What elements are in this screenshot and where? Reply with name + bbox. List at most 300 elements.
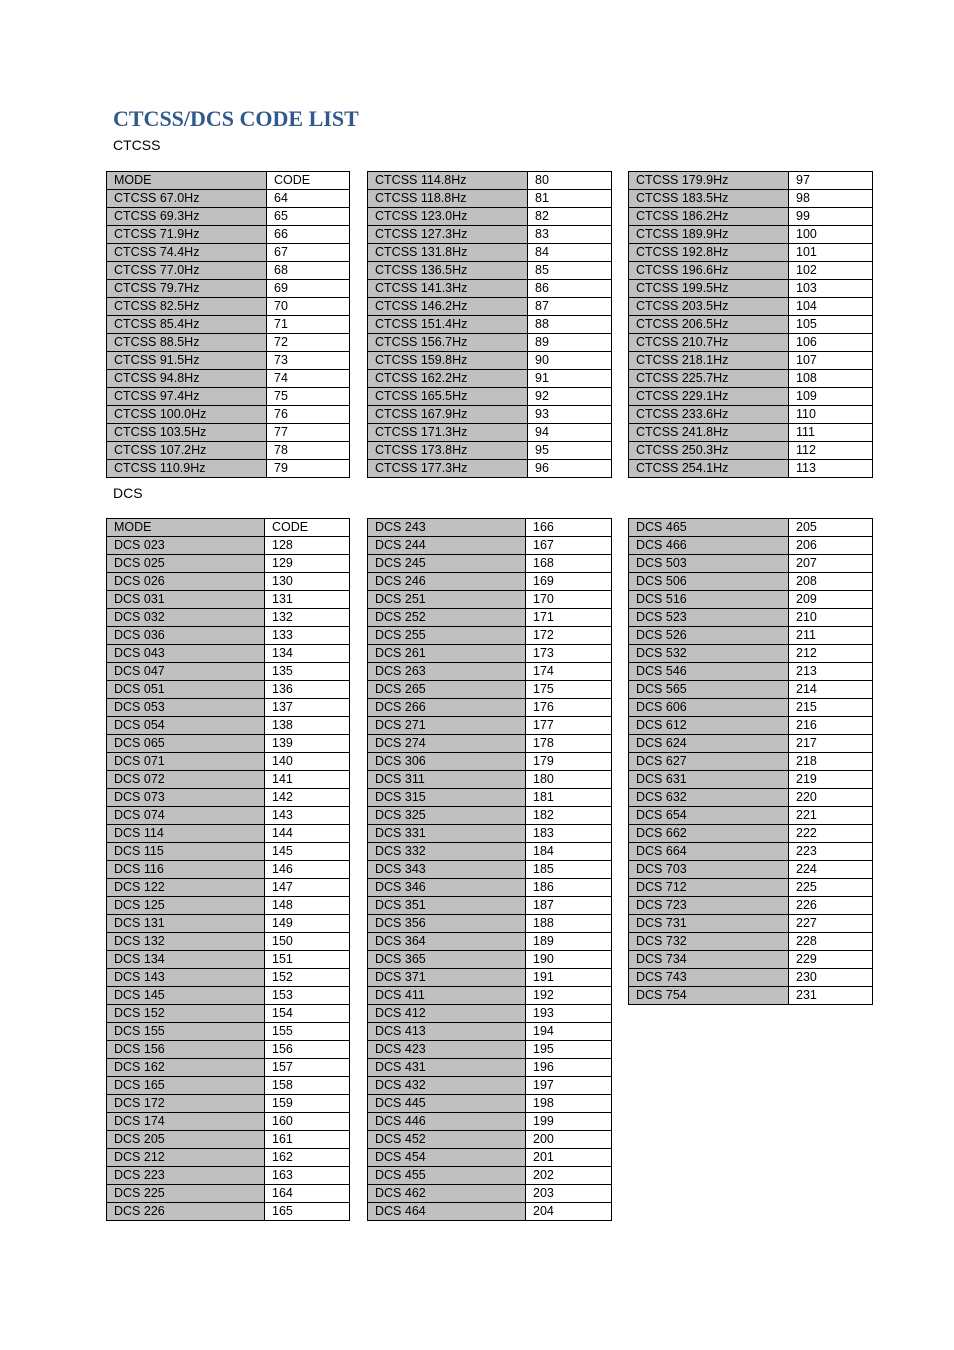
mode-cell: CTCSS 151.4Hz (368, 316, 528, 334)
table-row (107, 190, 350, 208)
table-row (368, 460, 612, 478)
table-row (368, 190, 612, 208)
table-row (107, 352, 350, 370)
mode-cell: DCS 311 (368, 771, 526, 789)
table-row (107, 627, 350, 645)
code-cell: 226 (789, 897, 873, 915)
mode-cell: CTCSS 203.5Hz (629, 298, 789, 316)
table-row (368, 807, 612, 825)
code-cell: 220 (789, 789, 873, 807)
table-row (107, 519, 350, 537)
mode-cell: DCS 506 (629, 573, 789, 591)
table-row (629, 879, 873, 897)
table-row (107, 1095, 350, 1113)
code-cell: 138 (265, 717, 350, 735)
table-row (368, 1059, 612, 1077)
mode-cell: CTCSS 74.4Hz (107, 244, 267, 262)
code-cell: 224 (789, 861, 873, 879)
code-cell: 185 (526, 861, 612, 879)
code-cell: 170 (526, 591, 612, 609)
mode-cell: DCS 255 (368, 627, 526, 645)
mode-cell: DCS 332 (368, 843, 526, 861)
mode-cell: DCS 532 (629, 645, 789, 663)
table-row (368, 1185, 612, 1203)
table-row (368, 1203, 612, 1221)
code-cell: 68 (267, 262, 350, 280)
dcs-table-2 (367, 518, 612, 1221)
mode-cell: DCS 516 (629, 591, 789, 609)
code-cell: 142 (265, 789, 350, 807)
mode-cell: CTCSS 173.8Hz (368, 442, 528, 460)
table-row (368, 699, 612, 717)
code-cell: 219 (789, 771, 873, 789)
table-row (629, 627, 873, 645)
code-cell: 128 (265, 537, 350, 555)
code-cell: 206 (789, 537, 873, 555)
mode-cell: CTCSS 114.8Hz (368, 172, 528, 190)
table-row (107, 1005, 350, 1023)
mode-cell: DCS 047 (107, 663, 265, 681)
mode-cell: DCS 156 (107, 1041, 265, 1059)
table-row (629, 699, 873, 717)
code-cell: 65 (267, 208, 350, 226)
table-row (107, 316, 350, 334)
dcs-table-3 (628, 518, 873, 1005)
table-row (629, 735, 873, 753)
mode-cell: DCS 632 (629, 789, 789, 807)
table-row (629, 334, 873, 352)
mode-cell: DCS 223 (107, 1167, 265, 1185)
mode-cell: DCS 116 (107, 861, 265, 879)
table-row (368, 406, 612, 424)
dcs-table-1 (106, 518, 350, 1221)
table-row (107, 1077, 350, 1095)
mode-cell: DCS 654 (629, 807, 789, 825)
code-cell: 177 (526, 717, 612, 735)
code-cell: 209 (789, 591, 873, 609)
mode-cell: CTCSS 69.3Hz (107, 208, 267, 226)
code-cell: 69 (267, 280, 350, 298)
code-cell: 88 (528, 316, 612, 334)
mode-cell: CTCSS 97.4Hz (107, 388, 267, 406)
table-row (368, 591, 612, 609)
code-cell: 205 (789, 519, 873, 537)
table-row (629, 316, 873, 334)
mode-cell: DCS 131 (107, 915, 265, 933)
mode-cell: DCS 631 (629, 771, 789, 789)
code-cell: 133 (265, 627, 350, 645)
code-cell: 160 (265, 1113, 350, 1131)
table-row (368, 1149, 612, 1167)
table-row (368, 424, 612, 442)
code-cell: CODE (267, 172, 350, 190)
mode-cell: CTCSS 88.5Hz (107, 334, 267, 352)
mode-cell: DCS 445 (368, 1095, 526, 1113)
code-cell: 134 (265, 645, 350, 663)
table-row (107, 172, 350, 190)
table-row (107, 843, 350, 861)
mode-cell: DCS 466 (629, 537, 789, 555)
mode-cell: DCS 743 (629, 969, 789, 987)
mode-cell: CTCSS 67.0Hz (107, 190, 267, 208)
table-row (629, 388, 873, 406)
table-row (107, 825, 350, 843)
table-row (368, 915, 612, 933)
table-row (629, 280, 873, 298)
code-cell: 81 (528, 190, 612, 208)
code-cell: 83 (528, 226, 612, 244)
code-cell: 79 (267, 460, 350, 478)
ctcss-table-1 (106, 171, 350, 478)
table-row (368, 172, 612, 190)
table-row (368, 208, 612, 226)
code-cell: 180 (526, 771, 612, 789)
table-row (629, 226, 873, 244)
mode-cell: CTCSS 110.9Hz (107, 460, 267, 478)
code-cell: 194 (526, 1023, 612, 1041)
code-cell: 171 (526, 609, 612, 627)
mode-cell: CTCSS 229.1Hz (629, 388, 789, 406)
table-row (368, 969, 612, 987)
code-cell: 136 (265, 681, 350, 699)
mode-cell: DCS 134 (107, 951, 265, 969)
code-cell: 198 (526, 1095, 612, 1113)
code-cell: 154 (265, 1005, 350, 1023)
code-cell: 221 (789, 807, 873, 825)
mode-cell: DCS 072 (107, 771, 265, 789)
mode-cell: DCS 026 (107, 573, 265, 591)
table-row (629, 717, 873, 735)
code-cell: 181 (526, 789, 612, 807)
mode-cell: DCS 606 (629, 699, 789, 717)
table-row (629, 370, 873, 388)
mode-cell: DCS 073 (107, 789, 265, 807)
table-row (107, 280, 350, 298)
mode-cell: CTCSS 123.0Hz (368, 208, 528, 226)
mode-cell: CTCSS 171.3Hz (368, 424, 528, 442)
table-row (107, 969, 350, 987)
code-cell: 76 (267, 406, 350, 424)
table-row (629, 645, 873, 663)
mode-cell: CTCSS 100.0Hz (107, 406, 267, 424)
table-row (368, 442, 612, 460)
code-cell: 218 (789, 753, 873, 771)
code-cell: 216 (789, 717, 873, 735)
mode-cell: DCS 152 (107, 1005, 265, 1023)
code-cell: 207 (789, 555, 873, 573)
code-cell: 153 (265, 987, 350, 1005)
mode-cell: MODE (107, 519, 265, 537)
code-cell: 186 (526, 879, 612, 897)
mode-cell: CTCSS 159.8Hz (368, 352, 528, 370)
mode-cell: DCS 754 (629, 987, 789, 1005)
mode-cell: CTCSS 94.8Hz (107, 370, 267, 388)
table-row (368, 645, 612, 663)
code-cell: 191 (526, 969, 612, 987)
table-row (368, 1077, 612, 1095)
mode-cell: DCS 732 (629, 933, 789, 951)
table-row (107, 609, 350, 627)
mode-cell: DCS 364 (368, 933, 526, 951)
mode-cell: DCS 212 (107, 1149, 265, 1167)
table-row (368, 753, 612, 771)
table-row (107, 226, 350, 244)
table-row (107, 1167, 350, 1185)
mode-cell: DCS 252 (368, 609, 526, 627)
mode-cell: DCS 412 (368, 1005, 526, 1023)
code-cell: 135 (265, 663, 350, 681)
table-row (629, 843, 873, 861)
mode-cell: DCS 526 (629, 627, 789, 645)
code-cell: 182 (526, 807, 612, 825)
mode-cell: DCS 225 (107, 1185, 265, 1203)
code-cell: 109 (789, 388, 873, 406)
table-row (629, 753, 873, 771)
mode-cell: DCS 446 (368, 1113, 526, 1131)
table-row (107, 951, 350, 969)
code-cell: 164 (265, 1185, 350, 1203)
table-row (107, 1041, 350, 1059)
mode-cell: CTCSS 127.3Hz (368, 226, 528, 244)
code-cell: 172 (526, 627, 612, 645)
code-cell: 100 (789, 226, 873, 244)
code-cell: 204 (526, 1203, 612, 1221)
mode-cell: CTCSS 91.5Hz (107, 352, 267, 370)
mode-cell: MODE (107, 172, 267, 190)
code-cell: 179 (526, 753, 612, 771)
code-cell: 183 (526, 825, 612, 843)
mode-cell: DCS 053 (107, 699, 265, 717)
table-row (629, 424, 873, 442)
table-row (107, 1131, 350, 1149)
table-row (368, 663, 612, 681)
mode-cell: DCS 731 (629, 915, 789, 933)
code-cell: 87 (528, 298, 612, 316)
code-cell: 159 (265, 1095, 350, 1113)
table-row (368, 951, 612, 969)
mode-cell: CTCSS 225.7Hz (629, 370, 789, 388)
mode-cell: CTCSS 199.5Hz (629, 280, 789, 298)
table-row (368, 1167, 612, 1185)
mode-cell: DCS 627 (629, 753, 789, 771)
code-cell: 86 (528, 280, 612, 298)
table-row (107, 681, 350, 699)
code-cell: 203 (526, 1185, 612, 1203)
code-cell: 201 (526, 1149, 612, 1167)
table-row (368, 334, 612, 352)
code-cell: 66 (267, 226, 350, 244)
code-cell: 169 (526, 573, 612, 591)
mode-cell: DCS 413 (368, 1023, 526, 1041)
mode-cell: CTCSS 79.7Hz (107, 280, 267, 298)
code-cell: 102 (789, 262, 873, 280)
code-cell: 192 (526, 987, 612, 1005)
table-row (107, 861, 350, 879)
code-cell: 139 (265, 735, 350, 753)
code-cell: 208 (789, 573, 873, 591)
mode-cell: DCS 172 (107, 1095, 265, 1113)
code-cell: 101 (789, 244, 873, 262)
code-cell: 84 (528, 244, 612, 262)
code-cell: 210 (789, 609, 873, 627)
table-row (107, 771, 350, 789)
mode-cell: DCS 036 (107, 627, 265, 645)
table-row (629, 663, 873, 681)
mode-cell: CTCSS 241.8Hz (629, 424, 789, 442)
code-cell: 146 (265, 861, 350, 879)
table-row (368, 987, 612, 1005)
code-cell: 187 (526, 897, 612, 915)
table-row (629, 406, 873, 424)
code-cell: 89 (528, 334, 612, 352)
table-row (629, 244, 873, 262)
code-cell: 105 (789, 316, 873, 334)
code-cell: 231 (789, 987, 873, 1005)
mode-cell: DCS 043 (107, 645, 265, 663)
code-cell: 214 (789, 681, 873, 699)
code-cell: 77 (267, 424, 350, 442)
code-cell: 173 (526, 645, 612, 663)
code-cell: 166 (526, 519, 612, 537)
ctcss-table-2 (367, 171, 612, 478)
code-cell: CODE (265, 519, 350, 537)
table-row (107, 915, 350, 933)
code-cell: 130 (265, 573, 350, 591)
mode-cell: DCS 624 (629, 735, 789, 753)
table-row (629, 460, 873, 478)
table-row (107, 262, 350, 280)
table-row (629, 298, 873, 316)
code-cell: 132 (265, 609, 350, 627)
table-row (368, 1095, 612, 1113)
mode-cell: CTCSS 250.3Hz (629, 442, 789, 460)
mode-cell: DCS 261 (368, 645, 526, 663)
code-cell: 163 (265, 1167, 350, 1185)
mode-cell: DCS 266 (368, 699, 526, 717)
mode-cell: DCS 452 (368, 1131, 526, 1149)
code-cell: 70 (267, 298, 350, 316)
table-row (107, 1023, 350, 1041)
mode-cell: DCS 455 (368, 1167, 526, 1185)
mode-cell: DCS 411 (368, 987, 526, 1005)
mode-cell: DCS 465 (629, 519, 789, 537)
code-cell: 155 (265, 1023, 350, 1041)
code-cell: 94 (528, 424, 612, 442)
code-cell: 196 (526, 1059, 612, 1077)
code-cell: 67 (267, 244, 350, 262)
table-row (368, 388, 612, 406)
mode-cell: DCS 155 (107, 1023, 265, 1041)
code-cell: 223 (789, 843, 873, 861)
code-cell: 137 (265, 699, 350, 717)
mode-cell: CTCSS 254.1Hz (629, 460, 789, 478)
code-cell: 199 (526, 1113, 612, 1131)
table-row (368, 825, 612, 843)
table-row (368, 352, 612, 370)
mode-cell: DCS 114 (107, 825, 265, 843)
table-row (368, 226, 612, 244)
mode-cell: CTCSS 206.5Hz (629, 316, 789, 334)
code-cell: 140 (265, 753, 350, 771)
code-cell: 103 (789, 280, 873, 298)
table-row (107, 789, 350, 807)
table-row (368, 1005, 612, 1023)
code-cell: 90 (528, 352, 612, 370)
mode-cell: DCS 246 (368, 573, 526, 591)
table-row (629, 442, 873, 460)
mode-cell: DCS 125 (107, 897, 265, 915)
table-row (368, 555, 612, 573)
table-row (368, 1131, 612, 1149)
table-row (368, 1113, 612, 1131)
mode-cell: DCS 423 (368, 1041, 526, 1059)
table-row (107, 1059, 350, 1077)
mode-cell: DCS 565 (629, 681, 789, 699)
mode-cell: CTCSS 103.5Hz (107, 424, 267, 442)
code-cell: 106 (789, 334, 873, 352)
code-cell: 111 (789, 424, 873, 442)
mode-cell: CTCSS 167.9Hz (368, 406, 528, 424)
code-cell: 75 (267, 388, 350, 406)
table-row (629, 262, 873, 280)
mode-cell: CTCSS 183.5Hz (629, 190, 789, 208)
mode-cell: CTCSS 156.7Hz (368, 334, 528, 352)
table-row (368, 879, 612, 897)
table-row (368, 789, 612, 807)
code-cell: 161 (265, 1131, 350, 1149)
table-row (368, 519, 612, 537)
table-row (629, 897, 873, 915)
code-cell: 202 (526, 1167, 612, 1185)
code-cell: 82 (528, 208, 612, 226)
mode-cell: CTCSS 233.6Hz (629, 406, 789, 424)
table-row (368, 280, 612, 298)
table-row (629, 519, 873, 537)
code-cell: 131 (265, 591, 350, 609)
mode-cell: CTCSS 192.8Hz (629, 244, 789, 262)
table-row (107, 208, 350, 226)
code-cell: 64 (267, 190, 350, 208)
code-cell: 165 (265, 1203, 350, 1221)
table-row (107, 370, 350, 388)
table-row (107, 645, 350, 663)
mode-cell: CTCSS 85.4Hz (107, 316, 267, 334)
code-cell: 162 (265, 1149, 350, 1167)
table-row (629, 208, 873, 226)
table-row (107, 879, 350, 897)
mode-cell: DCS 122 (107, 879, 265, 897)
table-row (368, 370, 612, 388)
table-row (368, 609, 612, 627)
table-row (107, 717, 350, 735)
dcs-section-label: DCS (113, 485, 143, 501)
code-cell: 72 (267, 334, 350, 352)
mode-cell: CTCSS 189.9Hz (629, 226, 789, 244)
code-cell: 197 (526, 1077, 612, 1095)
table-row (368, 1023, 612, 1041)
mode-cell: DCS 074 (107, 807, 265, 825)
table-row (629, 987, 873, 1005)
mode-cell: DCS 523 (629, 609, 789, 627)
mode-cell: DCS 454 (368, 1149, 526, 1167)
table-row (368, 717, 612, 735)
table-row (368, 897, 612, 915)
mode-cell: CTCSS 146.2Hz (368, 298, 528, 316)
mode-cell: DCS 431 (368, 1059, 526, 1077)
table-row (107, 591, 350, 609)
table-row (107, 537, 350, 555)
table-row (368, 933, 612, 951)
